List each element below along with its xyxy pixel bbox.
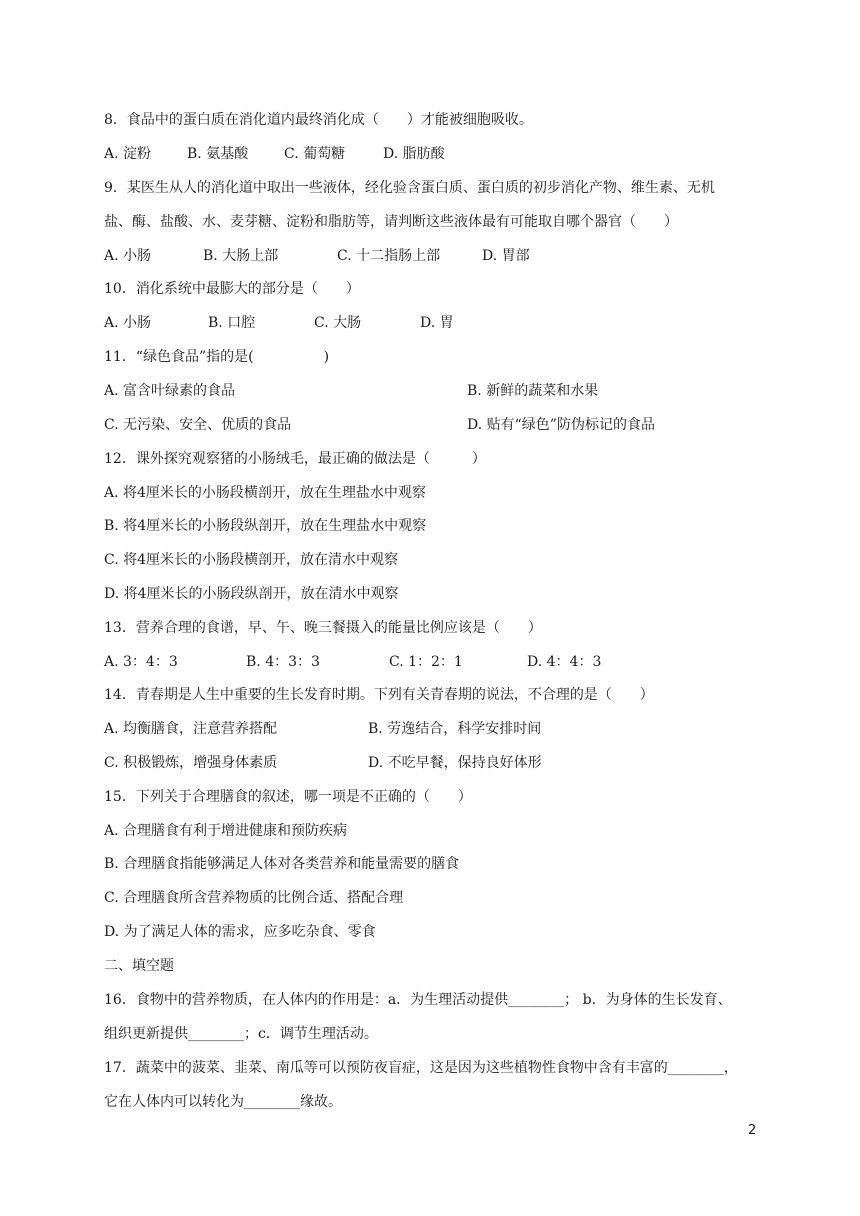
question-8-stem: 8．食品中的蛋白质在消化道内最终消化成（ ）才能被细胞吸收。 bbox=[104, 112, 533, 128]
section-heading-fill-in: 二、填空题 bbox=[104, 958, 174, 974]
question-10-option-a: A. 小肠 bbox=[104, 315, 152, 331]
question-16-line-2: 组织更新提供________；c．调节生理活动。 bbox=[104, 1026, 378, 1042]
question-14-option-d: D. 不吃早餐，保持良好体形 bbox=[368, 755, 542, 771]
question-15-option-c: C. 合理膳食所含营养物质的比例合适、搭配合理 bbox=[104, 890, 404, 906]
question-14-stem: 14．青春期是人生中重要的生长发育时期。下列有关青春期的说法，不合理的是（ ） bbox=[104, 687, 654, 703]
question-11-option-c: C. 无污染、安全、优质的食品 bbox=[104, 417, 292, 433]
question-9-option-d: D. 胃部 bbox=[482, 248, 530, 264]
question-8-option-d: D. 脂肪酸 bbox=[383, 146, 445, 162]
question-13-option-b: B. 4：3：3 bbox=[246, 654, 320, 670]
question-14-option-c: C. 积极锻炼，增强身体素质 bbox=[104, 755, 278, 771]
question-12-option-a: A. 将4厘米长的小肠段横剖开，放在生理盐水中观察 bbox=[104, 485, 426, 501]
question-10-option-b: B. 口腔 bbox=[208, 315, 256, 331]
question-15-stem: 15．下列关于合理膳食的叙述，哪一项是不正确的（ ） bbox=[104, 789, 472, 805]
question-17-line-1: 17．蔬菜中的菠菜、韭菜、南瓜等可以预防夜盲症，这是因为这些植物性食物中含有丰富的________， bbox=[104, 1060, 738, 1076]
question-12-option-b: B. 将4厘米长的小肠段纵剖开，放在生理盐水中观察 bbox=[104, 518, 427, 534]
question-10-stem: 10．消化系统中最膨大的部分是（ ） bbox=[104, 281, 360, 297]
question-9-option-c: C. 十二指肠上部 bbox=[337, 248, 441, 264]
question-11-option-b: B. 新鲜的蔬菜和水果 bbox=[467, 383, 599, 399]
question-9-option-b: B. 大肠上部 bbox=[203, 248, 279, 264]
question-8-option-b: B. 氨基酸 bbox=[187, 146, 249, 162]
question-8-option-a: A. 淀粉 bbox=[104, 146, 152, 162]
question-13-option-c: C. 1：2：1 bbox=[389, 654, 463, 670]
question-14-option-b: B. 劳逸结合，科学安排时间 bbox=[368, 721, 542, 737]
question-11-option-a: A. 富含叶绿素的食品 bbox=[104, 383, 236, 399]
question-9-option-a: A. 小肠 bbox=[104, 248, 152, 264]
question-10-option-c: C. 大肠 bbox=[314, 315, 362, 331]
question-8-option-c: C. 葡萄糖 bbox=[284, 146, 346, 162]
question-12-stem: 12．课外探究观察猪的小肠绒毛，最正确的做法是（ ） bbox=[104, 451, 486, 467]
question-10-option-d: D. 胃 bbox=[420, 315, 454, 331]
question-11-option-d: D. 贴有“绿色”防伪标记的食品 bbox=[467, 417, 655, 433]
question-9-stem-line-1: 9．某医生从人的消化道中取出一些液体，经化验含蛋白质、蛋白质的初步消化产物、维生素、无机 bbox=[104, 180, 715, 196]
question-12-option-d: D. 将4厘米长的小肠段纵剖开，放在清水中观察 bbox=[104, 586, 399, 602]
question-11-stem: 11．“绿色食品”指的是( ) bbox=[104, 349, 330, 365]
question-13-option-d: D. 4：4：3 bbox=[527, 654, 602, 670]
question-15-option-b: B. 合理膳食指能够满足人体对各类营养和能量需要的膳食 bbox=[104, 856, 460, 872]
question-15-option-d: D. 为了满足人体的需求，应多吃杂食、零食 bbox=[104, 924, 376, 940]
question-16-line-1: 16．食物中的营养物质，在人体内的作用是：a．为生理活动提供________； b．为身体的生长发育、 bbox=[104, 992, 732, 1008]
question-13-option-a: A. 3：4：3 bbox=[104, 654, 178, 670]
question-13-stem: 13．营养合理的食谱，早、午、晚三餐摄入的能量比例应该是（ ） bbox=[104, 620, 542, 636]
page-number: 2 bbox=[748, 1123, 757, 1138]
question-17-line-2: 它在人体内可以转化为________缘故。 bbox=[104, 1094, 342, 1110]
question-14-option-a: A. 均衡膳食，注意营养搭配 bbox=[104, 721, 278, 737]
question-15-option-a: A. 合理膳食有利于增进健康和预防疾病 bbox=[104, 823, 348, 839]
question-12-option-c: C. 将4厘米长的小肠段横剖开，放在清水中观察 bbox=[104, 552, 399, 568]
question-9-stem-line-2: 盐、酶、盐酸、水、麦芽糖、淀粉和脂肪等，请判断这些液体最有可能取自哪个器官（ ） bbox=[104, 214, 678, 230]
